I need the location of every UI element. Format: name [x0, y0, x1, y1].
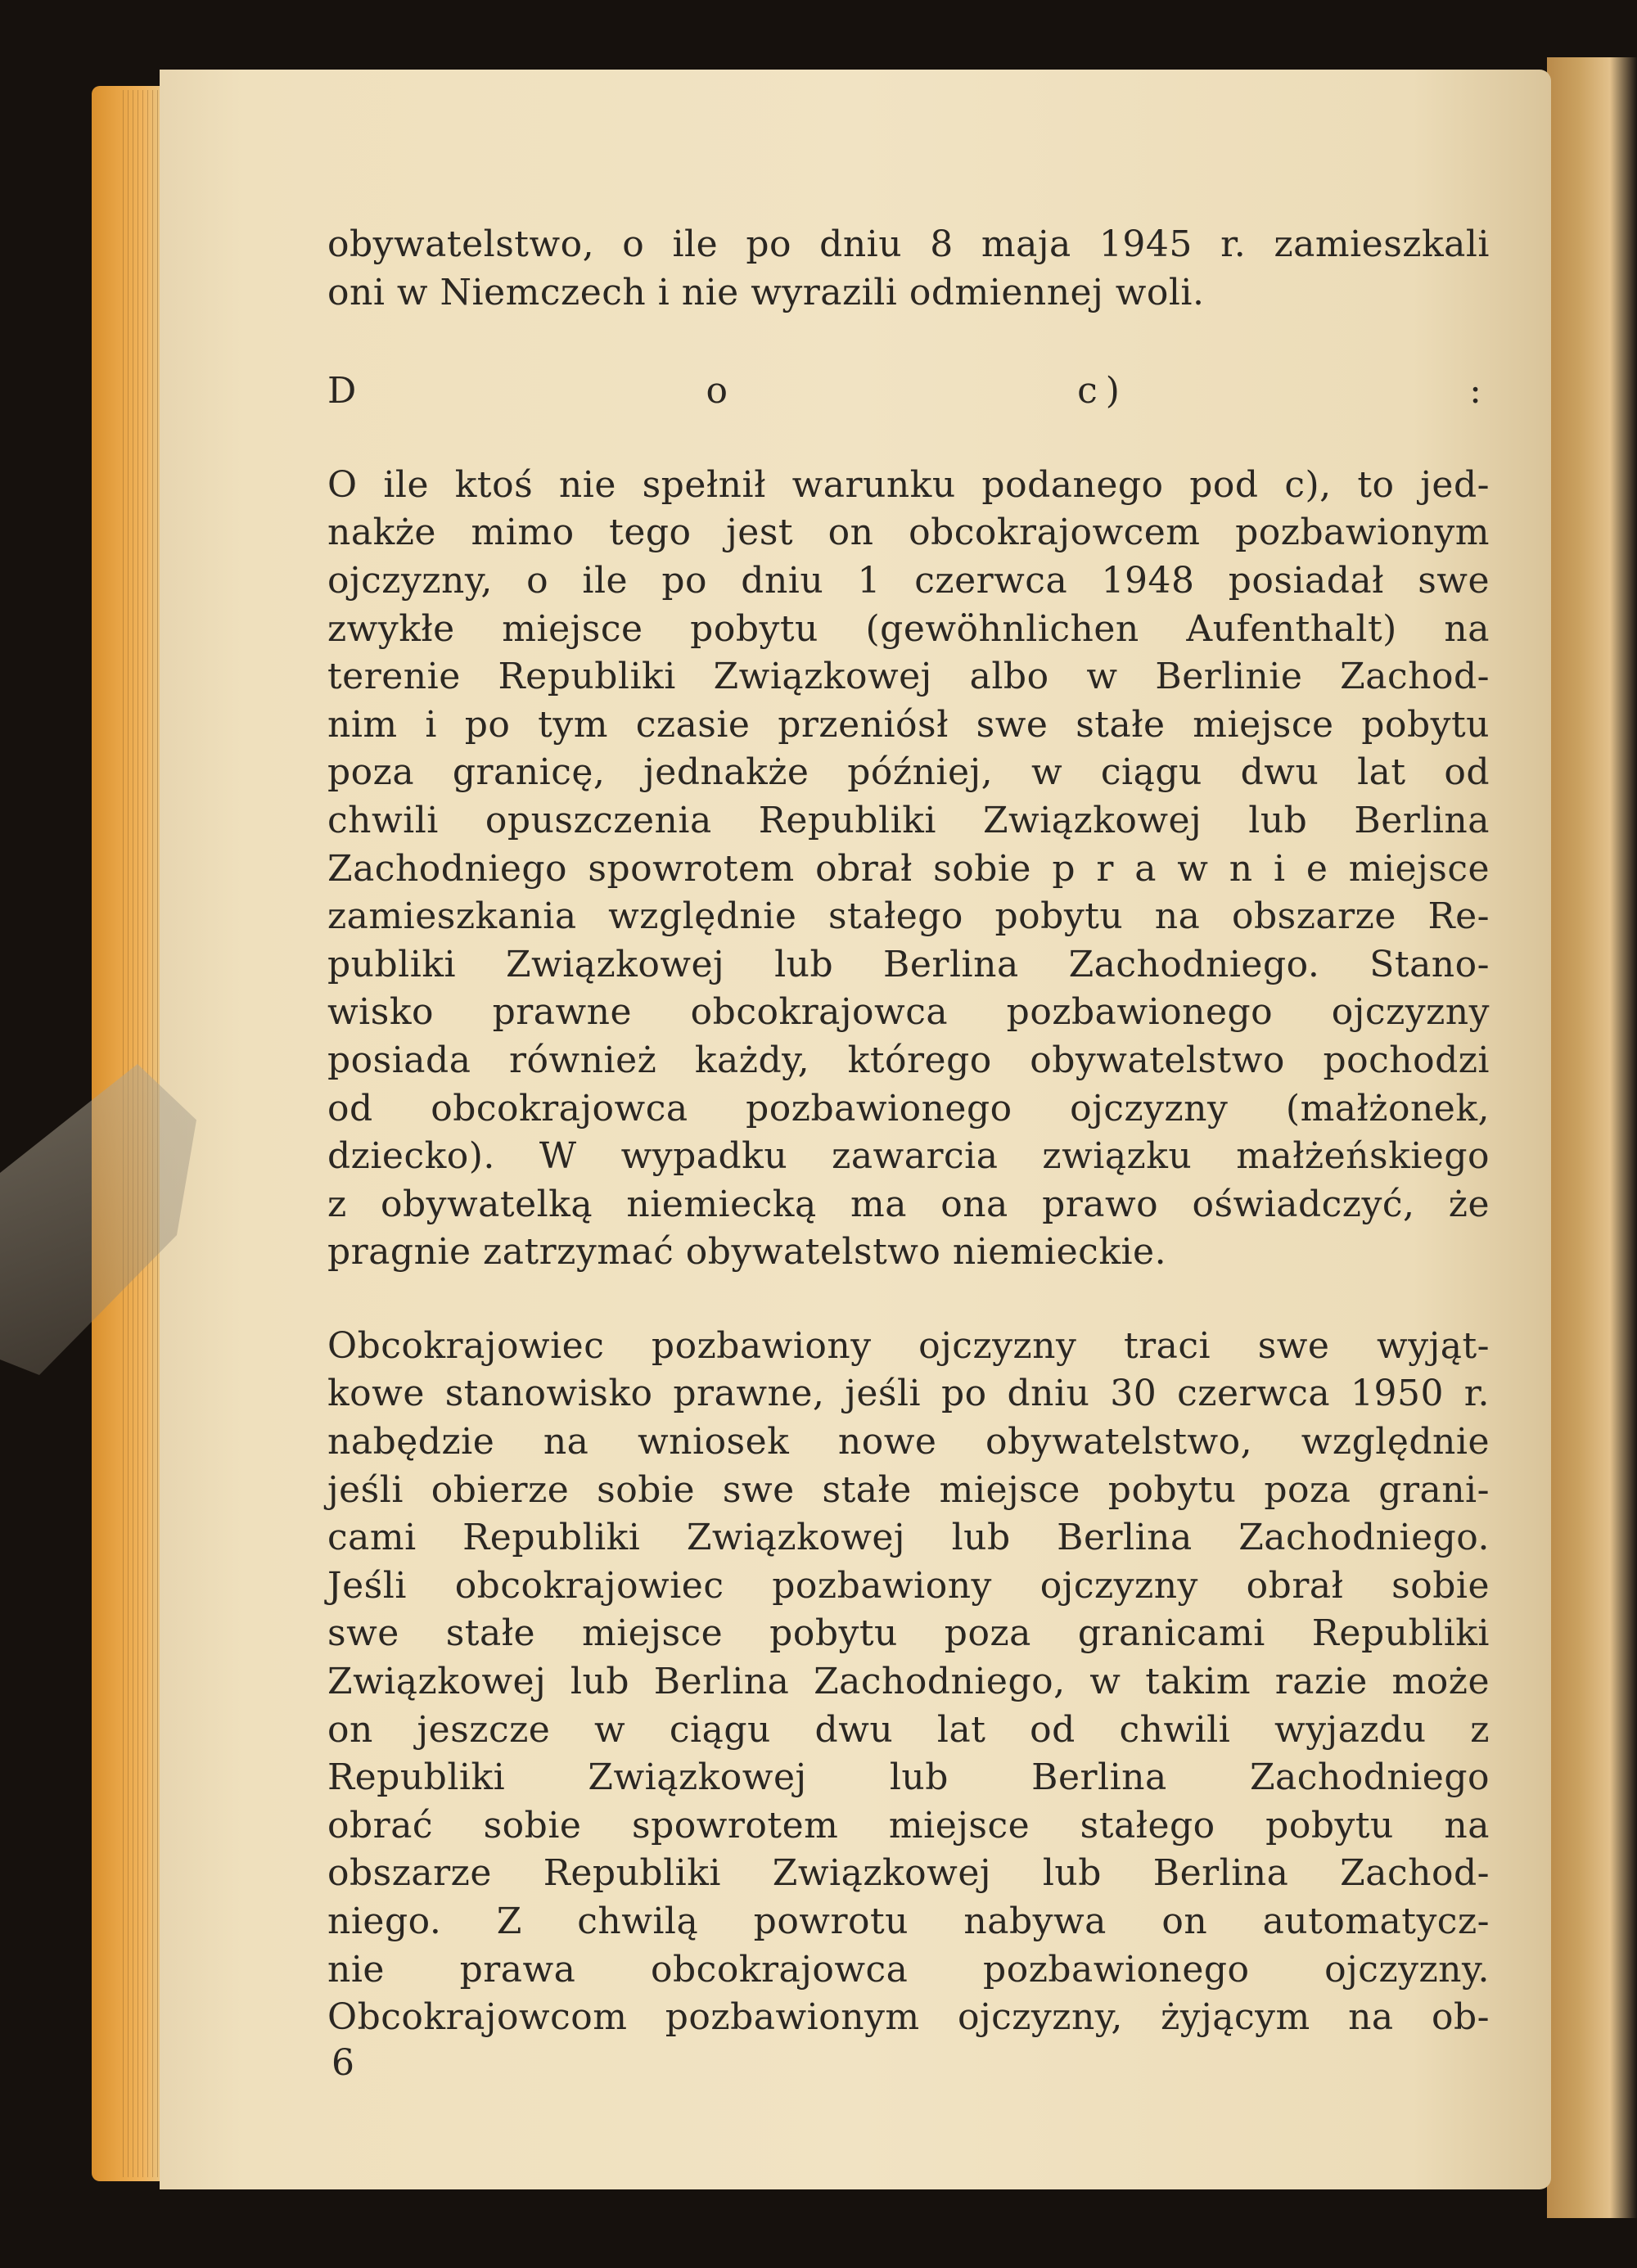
text-line: obrać sobie spowrotem miejsce stałego pobytu na — [327, 1804, 1490, 1846]
text-line: kowe stanowisko prawne, jeśli po dniu 30 czerwca 1950 r. — [327, 1373, 1490, 1415]
text-line: poza granicę, jednakże później, w ciągu dwu lat od — [327, 751, 1490, 794]
text-line: cami Republiki Związkowej lub Berlina Zachodniego. — [327, 1517, 1490, 1559]
page-text — [327, 221, 1490, 2042]
text-line: od obcokrajowca pozbawionego ojczyzny (małżonek, — [327, 1087, 1490, 1129]
text-line: nabędzie na wniosek nowe obywatelstwo, względnie — [327, 1421, 1490, 1463]
text-line: dziecko). W wypadku zawarcia związku małżeńskiego — [327, 1135, 1490, 1178]
paragraph-1 — [327, 221, 1490, 317]
text-line: pragnie zatrzymać obywatelstwo niemieckie. — [327, 1231, 1167, 1274]
section-heading: D o c) : — [327, 370, 1490, 413]
text-line: publiki Związkowej lub Berlina Zachodniego. Stano- — [327, 943, 1490, 985]
text-line: nie prawa obcokrajowca pozbawionego ojczyzny. — [327, 1948, 1490, 1991]
text-line: Obcokrajowcom pozbawionym ojczyzny, żyjącym na ob- — [327, 1996, 1490, 2039]
page-number: 6 — [331, 2042, 354, 2084]
text-line: z obywatelką niemiecką ma ona prawo oświadczyć, że — [327, 1183, 1490, 1225]
text-line: ojczyzny, o ile po dniu 1 czerwca 1948 posiadał swe — [327, 559, 1490, 602]
text-line: jeśli obierze sobie swe stałe miejsce pobytu poza grani- — [327, 1468, 1490, 1511]
text-line: Jeśli obcokrajowiec pozbawiony ojczyzny obrał sobie — [327, 1564, 1490, 1607]
text-line: obywatelstwo, o ile po dniu 8 maja 1945 r. zamieszkali — [327, 223, 1490, 265]
text-line: zamieszkania względnie stałego pobytu na obszarze Re- — [327, 895, 1490, 938]
text-line: O ile ktoś nie spełnił warunku podanego pod c), to jed- — [327, 463, 1490, 506]
text-line: nim i po tym czasie przeniósł swe stałe miejsce pobytu — [327, 703, 1490, 746]
text-line: swe stałe miejsce pobytu poza granicami Republiki — [327, 1612, 1490, 1655]
paragraph-2 — [327, 462, 1490, 1277]
text-line: oni w Niemczech i nie wyrazili odmiennej woli. — [327, 271, 1205, 313]
text-line: wisko prawne obcokrajowca pozbawionego ojczyzny — [327, 991, 1490, 1034]
text-line: nakże mimo tego jest on obcokrajowcem pozbawionym — [327, 512, 1490, 554]
text-line: Obcokrajowiec pozbawiony ojczyzny traci swe wyjąt- — [327, 1324, 1490, 1367]
text-line: obszarze Republiki Związkowej lub Berlina Zachod- — [327, 1852, 1490, 1895]
text-line: niego. Z chwilą powrotu nabywa on automatycz- — [327, 1901, 1490, 1942]
text-line: Zachodniego spowrotem obrał sobie p r a w n i e miejsce — [327, 847, 1490, 890]
text-line: Związkowej lub Berlina Zachodniego, w takim razie może — [327, 1661, 1490, 1703]
text-line: zwykłe miejsce pobytu (gewöhnlichen Aufenthalt) na — [327, 607, 1490, 650]
text-line: terenie Republiki Związkowej albo w Berlinie Zachod- — [327, 656, 1490, 698]
text-line: on jeszcze w ciągu dwu lat od chwili wyjazdu z — [327, 1708, 1490, 1751]
text-line: Republiki Związkowej lub Berlina Zachodniego — [327, 1756, 1490, 1799]
text-line: chwili opuszczenia Republiki Związkowej lub Berlina — [327, 799, 1490, 841]
text-line: posiada również każdy, którego obywatelstwo pochodzi — [327, 1039, 1490, 1081]
book-gutter — [1547, 57, 1637, 2218]
paragraph-3 — [327, 1323, 1490, 2042]
